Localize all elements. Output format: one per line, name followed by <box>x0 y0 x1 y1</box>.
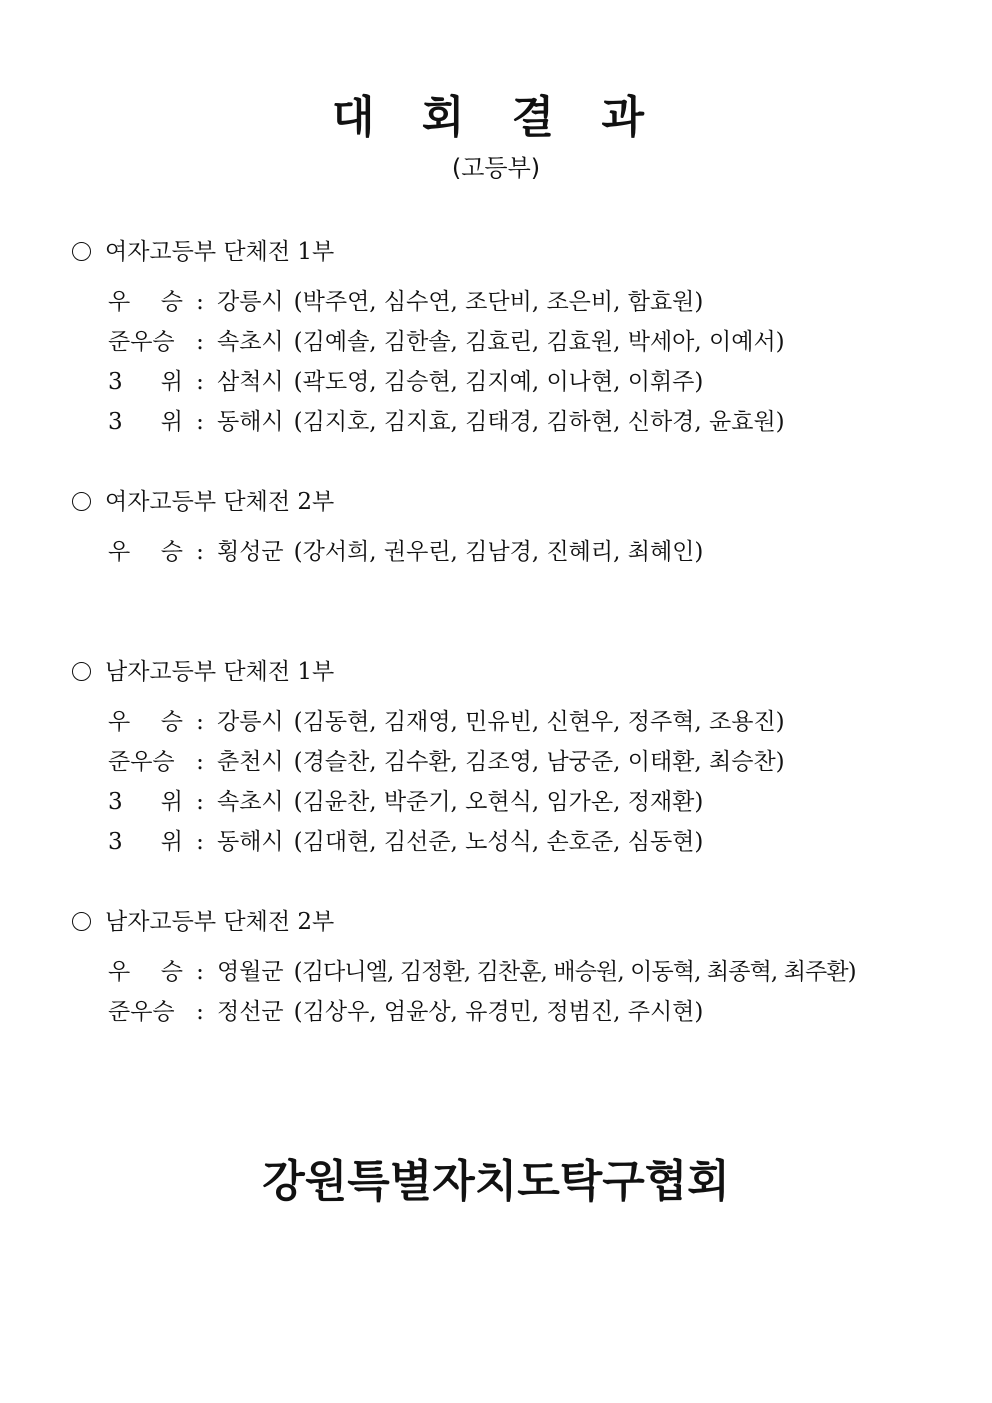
rank-label: 3 위 <box>108 409 183 435</box>
result-row <box>108 996 703 1028</box>
organization-name: 강원특별자치도탁구협회 <box>262 1156 730 1207</box>
section-title: 남자고등부 단체전 2부 <box>105 909 335 935</box>
result-row <box>108 366 703 398</box>
circle-bullet-icon <box>72 912 91 931</box>
colon-separator: : <box>196 829 204 855</box>
rank-label: 3 위 <box>108 829 183 855</box>
colon-separator: : <box>196 749 204 775</box>
team-members: (김다니엘, 김정환, 김찬훈, 배승원, 이동혁, 최종혁, 최주환) <box>293 959 856 985</box>
rank-label: 준우승 <box>108 749 175 775</box>
colon-separator: : <box>196 329 204 355</box>
result-row <box>108 706 785 738</box>
circle-bullet-icon <box>72 662 91 681</box>
team-members: (경슬찬, 김수환, 김조영, 남궁준, 이태환, 최승찬) <box>293 749 785 775</box>
rank-label: 3 위 <box>108 789 183 815</box>
document-subtitle: (고등부) <box>451 154 541 182</box>
team-name: 강릉시 <box>217 709 284 735</box>
colon-separator: : <box>196 959 204 985</box>
section-title: 여자고등부 단체전 1부 <box>105 239 335 265</box>
team-members: (곽도영, 김승현, 김지예, 이나현, 이휘주) <box>293 369 704 395</box>
team-name: 삼척시 <box>217 369 284 395</box>
section-heading <box>72 906 334 938</box>
result-row <box>108 536 703 568</box>
rank-label: 우 승 <box>108 289 183 315</box>
rank-label: 우 승 <box>108 539 183 565</box>
colon-separator: : <box>196 289 204 315</box>
team-name: 정선군 <box>217 999 284 1025</box>
team-members: (김지호, 김지효, 김태경, 김하현, 신하경, 윤효원) <box>293 409 785 435</box>
colon-separator: : <box>196 409 204 435</box>
rank-label: 3 위 <box>108 369 183 395</box>
team-members: (김상우, 엄윤상, 유경민, 정범진, 주시현) <box>293 999 704 1025</box>
team-name: 속초시 <box>217 329 284 355</box>
result-row <box>108 406 785 438</box>
rank-label: 준우승 <box>108 329 175 355</box>
team-members: (김예솔, 김한솔, 김효린, 김효원, 박세아, 이예서) <box>293 329 785 355</box>
team-members: (김동현, 김재영, 민유빈, 신현우, 정주혁, 조용진) <box>293 709 785 735</box>
result-row <box>108 826 703 858</box>
rank-label: 우 승 <box>108 709 183 735</box>
team-name: 속초시 <box>217 789 284 815</box>
result-row <box>108 786 703 818</box>
team-name: 영월군 <box>217 959 284 985</box>
document-title: 대 회 결 과 <box>332 92 660 143</box>
section-heading <box>72 656 334 688</box>
section-heading <box>72 486 334 518</box>
circle-bullet-icon <box>72 492 91 511</box>
result-row <box>108 286 703 318</box>
rank-label: 우 승 <box>108 959 183 985</box>
team-members: (김대현, 김선준, 노성식, 손호준, 심동현) <box>293 829 704 855</box>
colon-separator: : <box>196 709 204 735</box>
team-members: (박주연, 심수연, 조단비, 조은비, 함효원) <box>293 289 704 315</box>
colon-separator: : <box>196 999 204 1025</box>
section-heading <box>72 236 334 268</box>
colon-separator: : <box>196 539 204 565</box>
section-title: 남자고등부 단체전 1부 <box>105 659 335 685</box>
section-title: 여자고등부 단체전 2부 <box>105 489 335 515</box>
team-name: 강릉시 <box>217 289 284 315</box>
colon-separator: : <box>196 369 204 395</box>
team-name: 동해시 <box>217 829 284 855</box>
result-row <box>108 326 785 358</box>
result-row <box>108 956 856 988</box>
colon-separator: : <box>196 789 204 815</box>
team-name: 춘천시 <box>217 749 284 775</box>
rank-label: 준우승 <box>108 999 175 1025</box>
result-row <box>108 746 785 778</box>
team-members: (강서희, 권우린, 김남경, 진혜리, 최혜인) <box>293 539 704 565</box>
circle-bullet-icon <box>72 242 91 261</box>
team-members: (김윤찬, 박준기, 오현식, 임가온, 정재환) <box>293 789 704 815</box>
team-name: 횡성군 <box>217 539 284 565</box>
team-name: 동해시 <box>217 409 284 435</box>
